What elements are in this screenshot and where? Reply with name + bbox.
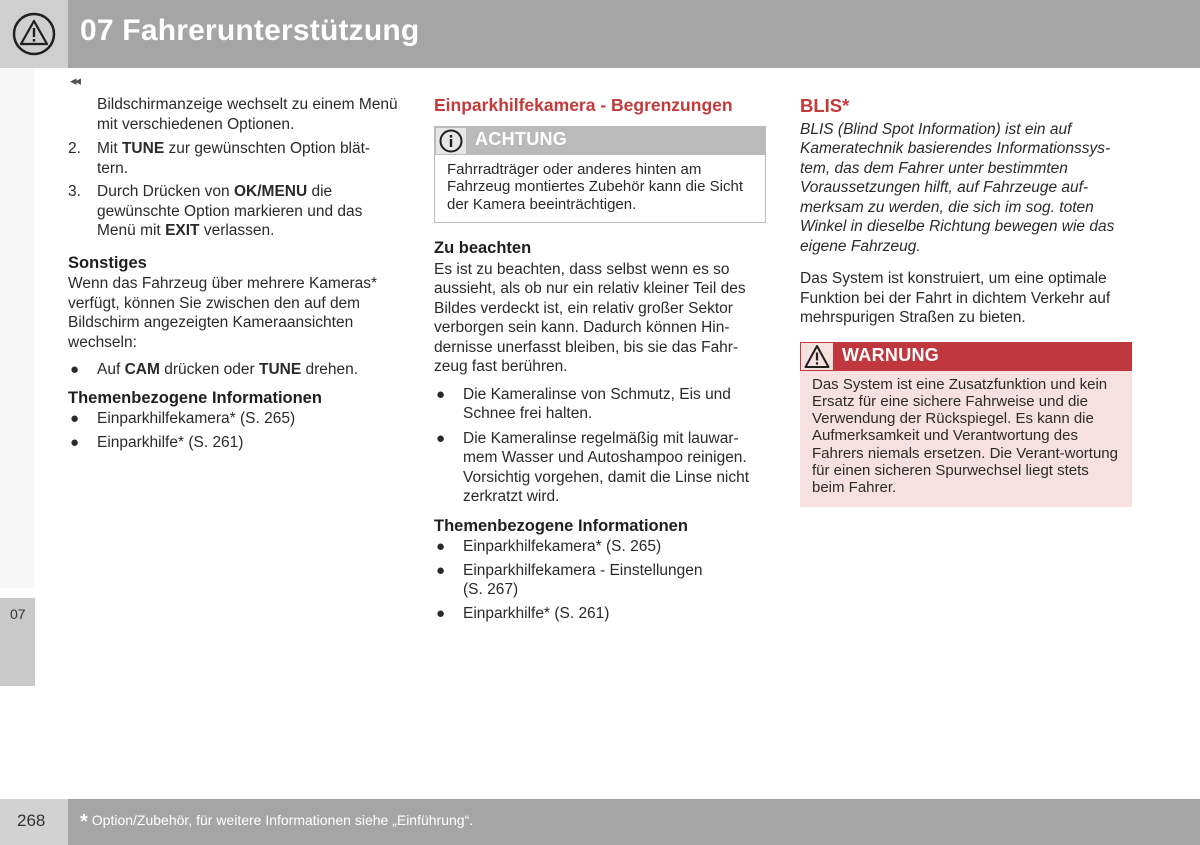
control-name: EXIT: [165, 222, 200, 239]
step-number: 2.: [68, 140, 81, 157]
page-header: [0, 0, 1200, 68]
zu-beachten-text: Es ist zu beachten, dass selbst wenn es so aussieht, als ob nur ein relativ kleiner Teil des Bildes verdeckt ist, ein relativ großer Sektor verborgen sein kann. Dadurch können Hin-dernisse unerfasst bleiben, bis sie das Fahr-zeug fast berühren.: [434, 260, 746, 375]
bullet-icon: ●: [436, 561, 446, 579]
zu-beachten-heading: Zu beachten: [434, 239, 532, 257]
list-item: [68, 360, 398, 380]
notice-box: [434, 126, 766, 224]
chapter-tab-label: 07: [10, 606, 26, 622]
warning-header: [800, 342, 1132, 371]
related-link-text: Einparkhilfekamera* (S. 265): [463, 538, 662, 555]
page-title: 07 Fahrerunterstützung: [80, 14, 420, 47]
step-text: zur gewünschten Option blät-tern.: [97, 140, 371, 177]
bullet-icon: ●: [70, 433, 80, 451]
sonstiges-text: Wenn das Fahrzeug über mehrere Kameras* verfügt, können Sie zwischen den auf dem Bildschirm angezeigten Kameraansichten wechseln:: [68, 275, 378, 351]
info-icon: [439, 129, 463, 153]
page-footer: [0, 799, 1200, 845]
warning-title: WARNUNG: [842, 344, 940, 365]
related-link-text: Einparkhilfekamera - Einstellungen (S. 267): [463, 561, 703, 598]
section-heading: BLIS*: [800, 95, 850, 116]
bullet-icon: ●: [436, 385, 446, 403]
warning-box: [800, 342, 1132, 507]
footnote-text: Option/Zubehör, für weitere Informationen siehe „Einführung“.: [91, 812, 474, 828]
related-link[interactable]: [68, 433, 398, 453]
bullet-text: Die Kameralinse regelmäßig mit lauwar-mem Wasser und Autoshampoo reinigen. Vorsichtig vorgehen, damit die Linse nicht zerkratzt wird.: [463, 429, 750, 505]
step-text: Durch Drücken von: [97, 183, 234, 200]
bullet-text: Auf: [97, 361, 125, 378]
continued-step-text: Bildschirmanzeige wechselt zu einem Menü mit verschiedenen Optionen.: [97, 96, 398, 133]
step-text: die gewünschte Option markieren und das Menü mit: [97, 183, 363, 239]
sidebar-strip: [0, 68, 35, 588]
control-name: TUNE: [258, 361, 302, 378]
sonstiges-heading: Sonstiges: [68, 253, 147, 272]
bullet-icon: ●: [70, 361, 80, 378]
control-name: TUNE: [121, 140, 165, 157]
page-number: 268: [17, 811, 46, 830]
step-text: Mit: [97, 140, 122, 157]
related-link[interactable]: [434, 604, 766, 624]
column-left: [68, 95, 398, 456]
bullet-icon: ●: [436, 604, 446, 622]
related-link-text: Einparkhilfe* (S. 261): [463, 604, 610, 622]
column-middle: [434, 95, 766, 627]
related-link-text: Einparkhilfe* (S. 261): [97, 433, 244, 451]
header-icon-box: [0, 0, 68, 68]
warning-triangle-icon: [804, 344, 830, 369]
footnote-star: *: [80, 811, 88, 833]
warning-triangle-icon: [12, 12, 56, 56]
related-link[interactable]: [434, 561, 766, 600]
footnote: [80, 811, 473, 834]
notice-text: Fahrradträger oder anderes hinten am Fahrzeug montiertes Zubehör kann die Sicht der Kamera beeinträchtigen.: [435, 155, 765, 223]
notice-title: ACHTUNG: [475, 128, 568, 149]
warning-icon-box: [801, 343, 833, 370]
blis-body: Das System ist konstruiert, um eine optimale Funktion bei der Fahrt in dichtem Verkehr auf mehrspurigen Straßen zu bieten.: [800, 270, 1111, 326]
related-heading: Themenbezogene Informationen: [68, 388, 322, 407]
control-name: CAM: [124, 361, 160, 378]
bullet-icon: ●: [436, 429, 446, 447]
warning-text: Das System ist eine Zusatzfunktion und kein Ersatz für eine sichere Fahrweise und die Verwendung der Rückspiegel. Es kann die Aufmerksamkeit und Verantwortung des Fahrers niemals ersetzen. Die Verant-wortung für einen sicheren Spurwechsel liegt stets beim Fahrer.: [800, 371, 1132, 507]
section-heading: Einparkhilfekamera - Begrenzungen: [434, 95, 733, 115]
related-heading: Themenbezogene Informationen: [434, 516, 688, 535]
notice-icon-box: [436, 128, 466, 154]
related-link[interactable]: [68, 409, 398, 429]
step-item: [68, 139, 398, 178]
blis-intro: BLIS (Blind Spot Information) ist ein auf Kameratechnik basierendes Informationssys-tem, das dem Fahrer unter bestimmten Voraussetzungen hilft, auf Fahrzeuge auf-merksam zu werden, die sich im sog. toten Winkel in dieselbe Richtung bewegen wie das eigene Fahrzeug.: [800, 120, 1115, 255]
bullet-text: Die Kameralinse von Schmutz, Eis und Schnee frei halten.: [463, 385, 731, 422]
bullet-text: drücken oder: [159, 361, 259, 378]
bullet-icon: ●: [70, 410, 80, 427]
bullet-icon: ●: [436, 538, 446, 555]
notice-header: [435, 127, 765, 155]
continuation-marker: ◂◂: [70, 73, 80, 88]
chapter-tab[interactable]: [0, 598, 35, 686]
related-link-text: Einparkhilfekamera* (S. 265): [97, 410, 296, 427]
page-number-box: [0, 799, 68, 845]
step-number: 3.: [68, 183, 81, 200]
related-link[interactable]: [434, 537, 766, 557]
column-right: [800, 95, 1132, 507]
step-text: verlassen.: [199, 222, 275, 239]
list-item: [434, 385, 766, 424]
control-name: OK/MENU: [233, 183, 308, 200]
bullet-text: drehen.: [301, 361, 359, 378]
step-item: [68, 182, 398, 241]
list-item: [434, 429, 766, 507]
